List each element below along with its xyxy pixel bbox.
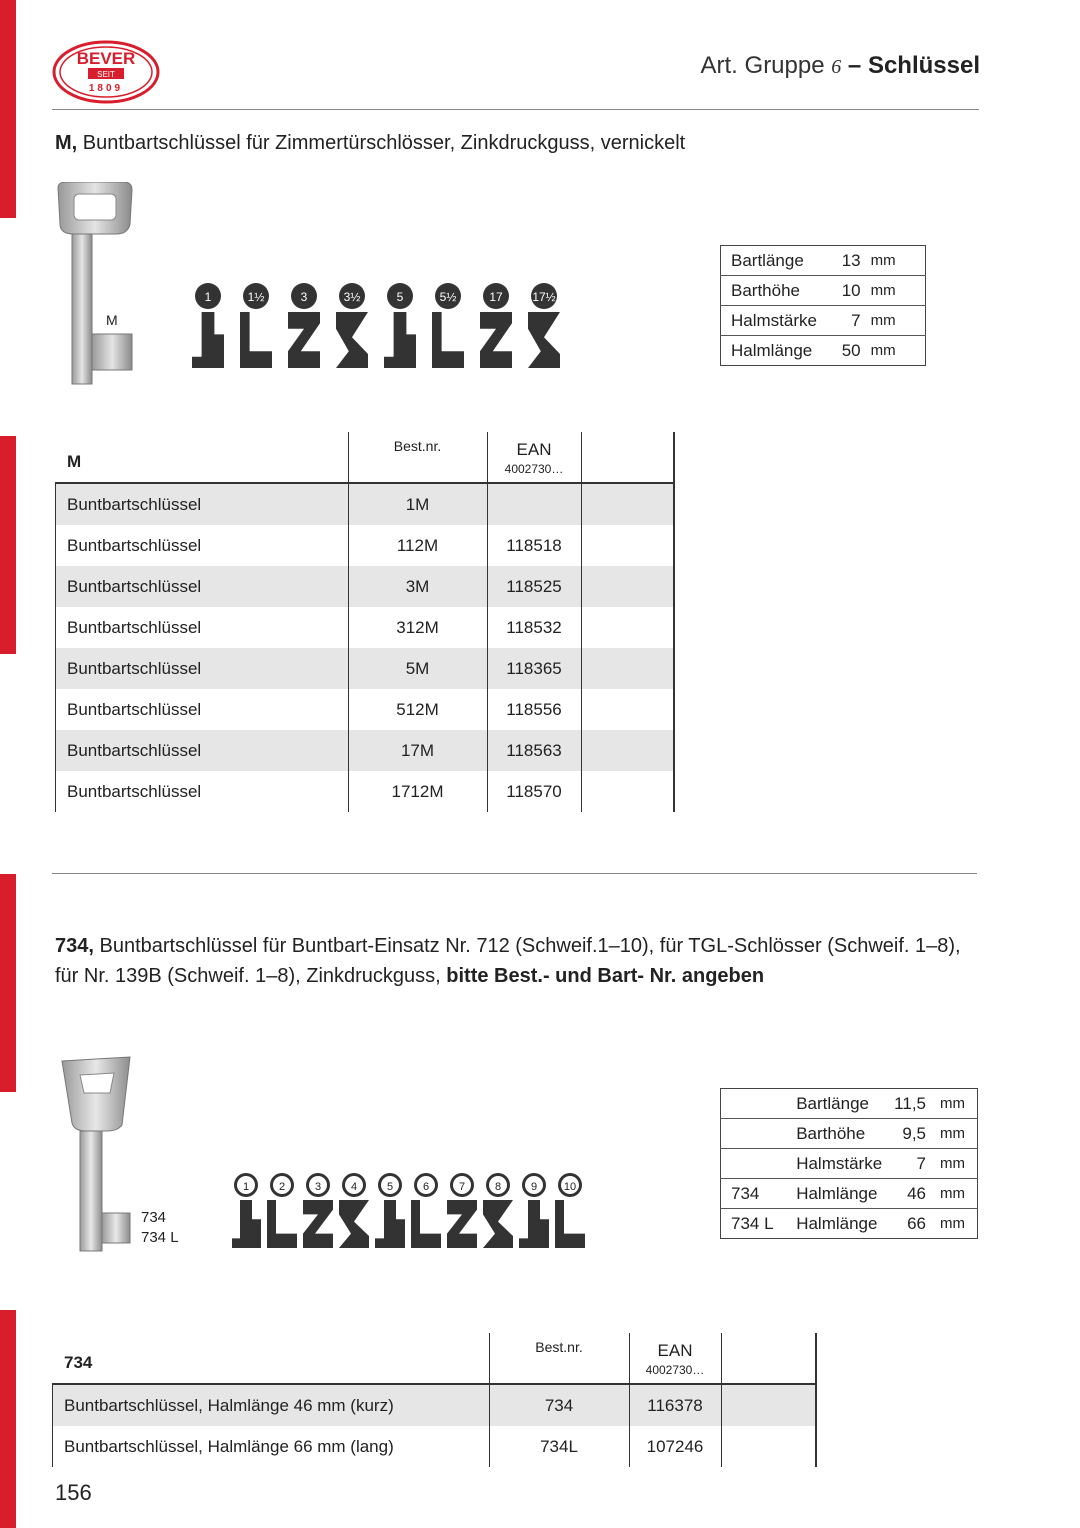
col-bestnr-header: Best.nr. bbox=[535, 1339, 583, 1355]
key-cut bbox=[288, 283, 320, 368]
spec-value: 7 bbox=[916, 1153, 926, 1173]
spec-unit-cell bbox=[934, 1119, 978, 1149]
row-name: Buntbartschlüssel bbox=[67, 659, 202, 678]
key-cut-profile bbox=[384, 312, 416, 368]
table-row bbox=[55, 566, 675, 607]
key-cut bbox=[447, 1173, 477, 1248]
spec-unit-cell bbox=[934, 1089, 978, 1119]
table-vline bbox=[673, 432, 675, 812]
key-cut-profile bbox=[519, 1200, 549, 1248]
spec-unit: mm bbox=[940, 1215, 965, 1232]
row-name: Buntbartschlüssel bbox=[67, 577, 202, 596]
row-ean: 118532 bbox=[506, 618, 562, 637]
col-ean-header: EAN bbox=[657, 1341, 693, 1360]
spec-unit-cell bbox=[934, 1179, 978, 1209]
key-cut-profile bbox=[447, 1200, 477, 1248]
spec-name: Halmlänge bbox=[796, 1183, 878, 1203]
header-rule bbox=[52, 109, 979, 110]
spec-value: 11,5 bbox=[894, 1093, 926, 1113]
spec-unit-cell bbox=[865, 336, 926, 366]
section-734-title bbox=[55, 931, 961, 991]
key-cut bbox=[339, 1173, 369, 1248]
spec-name-cell bbox=[790, 1149, 888, 1179]
spec-value-cell bbox=[833, 336, 865, 366]
key-cut bbox=[555, 1173, 585, 1248]
spec-prefix-cell bbox=[721, 1209, 791, 1239]
logo-year-text: 1809 bbox=[88, 83, 124, 94]
spec-name-cell bbox=[790, 1179, 888, 1209]
table-vline bbox=[721, 1333, 722, 1467]
key-cut bbox=[336, 283, 368, 368]
spec-name: Barthöhe bbox=[796, 1123, 866, 1143]
table-vline bbox=[581, 432, 582, 812]
spec-prefix-cell bbox=[721, 1119, 791, 1149]
key-cut-profile bbox=[483, 1200, 513, 1248]
spec-prefix: 734 L bbox=[731, 1213, 774, 1233]
key-cut-profile bbox=[528, 312, 560, 368]
section-m-description: Buntbartschlüssel für Zimmertürschlösser, Zinkdruckguss, vernickelt bbox=[77, 132, 686, 154]
key-734-label: 734 bbox=[141, 1209, 167, 1226]
spec-name-cell bbox=[790, 1089, 888, 1119]
key-cut bbox=[192, 283, 224, 368]
spec-row bbox=[721, 1179, 978, 1209]
spec-prefix-cell bbox=[721, 1179, 791, 1209]
table-row bbox=[55, 689, 675, 730]
spec-unit: mm bbox=[870, 252, 896, 269]
key-cut-label: 8 bbox=[494, 1181, 502, 1193]
spec-unit-cell bbox=[865, 246, 926, 276]
spec-value: 13 bbox=[841, 250, 861, 270]
key-cut-label: 7 bbox=[458, 1181, 466, 1193]
spec-name: Halmstärke bbox=[796, 1153, 883, 1173]
spec-row bbox=[721, 246, 926, 276]
spec-name-cell bbox=[790, 1119, 888, 1149]
table-vline bbox=[489, 1333, 490, 1467]
spec-value-cell bbox=[833, 246, 865, 276]
spec-unit-cell bbox=[865, 306, 926, 336]
spec-name: Bartlänge bbox=[796, 1093, 869, 1113]
key-m-image bbox=[52, 182, 138, 392]
table-row bbox=[55, 525, 675, 566]
key-cut-profile bbox=[555, 1200, 585, 1248]
key-cut-label: 1½ bbox=[247, 290, 265, 304]
spec-row bbox=[721, 1149, 978, 1179]
spec-name-cell bbox=[790, 1209, 888, 1239]
section-m-code: M, bbox=[55, 132, 78, 154]
row-bestnr: 3M bbox=[405, 577, 430, 596]
row-name: Buntbartschlüssel, Halmlänge 46 mm (kurz) bbox=[64, 1396, 394, 1415]
header-group: 6 bbox=[831, 56, 842, 78]
key-cut-profile bbox=[267, 1200, 297, 1248]
table-vline bbox=[348, 432, 349, 812]
row-bestnr: 1M bbox=[405, 495, 430, 514]
side-tab-bottom bbox=[0, 1310, 16, 1528]
row-bestnr: 734L bbox=[540, 1437, 578, 1456]
key-cut-profile bbox=[240, 312, 272, 368]
row-ean: 118518 bbox=[506, 536, 562, 555]
spec-prefix-cell bbox=[721, 1149, 791, 1179]
spec-row bbox=[721, 1119, 978, 1149]
table-row bbox=[52, 1426, 817, 1467]
key-cut-profile bbox=[232, 1200, 261, 1248]
key-cut-profile bbox=[339, 1200, 369, 1248]
logo-seit-text: SEIT bbox=[97, 70, 115, 79]
spec-value: 50 bbox=[841, 340, 861, 360]
table-row bbox=[55, 607, 675, 648]
row-name: Buntbartschlüssel bbox=[67, 782, 202, 801]
row-name: Buntbartschlüssel bbox=[67, 618, 202, 637]
section-734-code: 734, bbox=[55, 935, 94, 957]
table-row bbox=[55, 771, 675, 812]
header-title: Schlüssel bbox=[867, 52, 980, 79]
row-bestnr: 1712M bbox=[391, 782, 444, 801]
key-cut bbox=[411, 1173, 441, 1248]
spec-table-m bbox=[720, 245, 926, 366]
key-cut-label: 1 bbox=[242, 1181, 250, 1193]
table-row bbox=[55, 730, 675, 771]
bever-logo bbox=[52, 40, 160, 104]
key-cut-label: 9 bbox=[530, 1181, 538, 1193]
key-cuts-734 bbox=[232, 1172, 592, 1252]
key-cut-label: 2 bbox=[278, 1181, 286, 1193]
key-cut bbox=[240, 283, 272, 368]
table-vline bbox=[629, 1333, 630, 1467]
row-ean: 118525 bbox=[506, 577, 562, 596]
key-cut bbox=[267, 1173, 297, 1248]
row-bestnr: 312M bbox=[396, 618, 439, 637]
key-734-image bbox=[52, 1055, 142, 1260]
key-cut-label: 5½ bbox=[439, 290, 457, 304]
logo-brand-text: BEVER bbox=[76, 49, 136, 68]
table-vline bbox=[815, 1333, 817, 1467]
row-bestnr: 5M bbox=[405, 659, 430, 678]
key-cut bbox=[519, 1173, 549, 1248]
side-tab-top bbox=[0, 0, 16, 218]
spec-row bbox=[721, 306, 926, 336]
col-ean-prefix: 4002730… bbox=[504, 462, 564, 476]
page-header bbox=[701, 52, 980, 80]
row-bestnr: 734 bbox=[544, 1396, 574, 1415]
spec-name: Halmstärke bbox=[731, 310, 817, 330]
spec-value: 10 bbox=[841, 280, 861, 300]
table-row bbox=[55, 648, 675, 689]
row-bestnr: 17M bbox=[400, 741, 435, 760]
table-vline bbox=[487, 432, 488, 812]
spec-value: 9,5 bbox=[902, 1123, 926, 1143]
spec-value: 66 bbox=[907, 1213, 926, 1233]
spec-prefix: 734 bbox=[731, 1183, 760, 1203]
row-name: Buntbartschlüssel bbox=[67, 495, 202, 514]
spec-unit: mm bbox=[940, 1185, 965, 1202]
product-table-wrap bbox=[52, 1333, 817, 1467]
spec-value-cell bbox=[888, 1149, 934, 1179]
key-cut-label: 5 bbox=[396, 290, 404, 304]
spec-row bbox=[721, 336, 926, 366]
spec-unit-cell bbox=[865, 276, 926, 306]
spec-unit: mm bbox=[940, 1155, 965, 1172]
key-cut bbox=[375, 1173, 405, 1248]
key-cut bbox=[528, 283, 560, 368]
spec-unit-cell bbox=[934, 1209, 978, 1239]
spec-unit: mm bbox=[940, 1095, 965, 1112]
row-bestnr: 512M bbox=[396, 700, 439, 719]
spec-value: 46 bbox=[907, 1183, 926, 1203]
spec-row bbox=[721, 276, 926, 306]
key-cut bbox=[384, 283, 416, 368]
spec-value-cell bbox=[888, 1089, 934, 1119]
table-label: 734 bbox=[64, 1353, 93, 1372]
row-bestnr: 112M bbox=[396, 536, 439, 555]
key-cut-label: 3 bbox=[314, 1181, 322, 1193]
spec-prefix-cell bbox=[721, 1089, 791, 1119]
table-row bbox=[52, 1385, 817, 1426]
page-number: 156 bbox=[55, 1480, 92, 1505]
key-cut-label: 3 bbox=[300, 290, 308, 304]
key-cut-label: 17 bbox=[489, 290, 503, 304]
key-cut-profile bbox=[411, 1200, 441, 1248]
key-cut bbox=[232, 1173, 261, 1248]
spec-row bbox=[721, 1209, 978, 1239]
spec-name: Barthöhe bbox=[731, 280, 800, 300]
key-cut bbox=[303, 1173, 333, 1248]
table-row bbox=[55, 484, 675, 525]
key-cut-label: 6 bbox=[422, 1181, 430, 1193]
spec-name-cell bbox=[721, 336, 833, 366]
spec-value: 7 bbox=[851, 310, 861, 330]
table-label: M bbox=[67, 452, 82, 471]
key-cut-profile bbox=[192, 312, 224, 368]
side-tab-mid1 bbox=[0, 436, 16, 654]
header-dash: – bbox=[841, 52, 868, 79]
key-cut-profile bbox=[336, 312, 368, 368]
key-cut-profile bbox=[480, 312, 512, 368]
table-vline bbox=[52, 1385, 53, 1467]
header-prefix: Art. Gruppe bbox=[700, 52, 832, 79]
key-734l-label: 734 L bbox=[141, 1229, 179, 1246]
section-734-line1: Buntbartschlüssel für Buntbart-Einsatz Nr. 712 (Schweif.1–10), für TGL-Schlösser (Schweif. 1–8), bbox=[93, 935, 961, 957]
row-ean: 118563 bbox=[506, 741, 562, 760]
spec-name: Bartlänge bbox=[731, 250, 804, 270]
spec-name-cell bbox=[721, 276, 833, 306]
key-cut-profile bbox=[288, 312, 320, 368]
side-tab-mid2 bbox=[0, 874, 16, 1092]
section-734-line2-bold: bitte Best.- und Bart- Nr. angeben bbox=[446, 965, 765, 987]
key-cut bbox=[432, 283, 464, 368]
spec-value-cell bbox=[833, 276, 865, 306]
key-cut-label: 3½ bbox=[343, 290, 361, 304]
spec-name-cell bbox=[721, 246, 833, 276]
key-cuts-svg bbox=[190, 282, 570, 370]
key-cut-label: 1 bbox=[204, 290, 212, 304]
product-table-wrap bbox=[55, 432, 675, 812]
spec-unit: mm bbox=[940, 1125, 965, 1142]
key-m-label: M bbox=[106, 312, 118, 328]
key-cut bbox=[483, 1173, 513, 1248]
spec-unit: mm bbox=[870, 342, 896, 359]
row-name: Buntbartschlüssel bbox=[67, 741, 202, 760]
key-cut-label: 4 bbox=[350, 1181, 358, 1193]
spec-unit: mm bbox=[870, 312, 896, 329]
key-cut-label: 10 bbox=[563, 1181, 577, 1193]
key-cut-label: 5 bbox=[386, 1181, 394, 1193]
section-734-line2: für Nr. 139B (Schweif. 1–8), Zinkdruckguss, bbox=[55, 965, 447, 987]
spec-unit-cell bbox=[934, 1149, 978, 1179]
row-ean: 118570 bbox=[506, 782, 562, 801]
row-ean: 107246 bbox=[646, 1437, 704, 1456]
spec-name: Halmlänge bbox=[731, 340, 813, 360]
row-ean: 118365 bbox=[506, 659, 562, 678]
spec-row bbox=[721, 1089, 978, 1119]
col-ean-header: EAN bbox=[516, 440, 552, 459]
spec-name-cell bbox=[721, 306, 833, 336]
row-name: Buntbartschlüssel bbox=[67, 700, 202, 719]
col-ean-prefix: 4002730… bbox=[645, 1363, 705, 1377]
row-name: Buntbartschlüssel, Halmlänge 66 mm (lang) bbox=[64, 1437, 394, 1456]
key-cut-label: 17½ bbox=[532, 290, 556, 304]
spec-value-cell bbox=[833, 306, 865, 336]
section-m-title bbox=[55, 128, 685, 158]
key-cut-profile bbox=[432, 312, 464, 368]
col-bestnr-header: Best.nr. bbox=[393, 438, 442, 454]
key-cut-profile bbox=[303, 1200, 333, 1248]
key-cut-profile bbox=[375, 1200, 405, 1248]
key-cuts-svg bbox=[232, 1172, 592, 1250]
row-ean: 116378 bbox=[647, 1396, 703, 1415]
row-ean: 118556 bbox=[506, 700, 562, 719]
spec-unit: mm bbox=[870, 282, 896, 299]
spec-value-cell bbox=[888, 1119, 934, 1149]
table-vline bbox=[55, 484, 56, 812]
key-cut bbox=[480, 283, 512, 368]
key-cuts-m bbox=[190, 282, 570, 372]
spec-name: Halmlänge bbox=[796, 1213, 878, 1233]
section-rule bbox=[52, 873, 977, 874]
spec-table-734 bbox=[720, 1088, 978, 1239]
row-name: Buntbartschlüssel bbox=[67, 536, 202, 555]
spec-value-cell bbox=[888, 1179, 934, 1209]
spec-value-cell bbox=[888, 1209, 934, 1239]
